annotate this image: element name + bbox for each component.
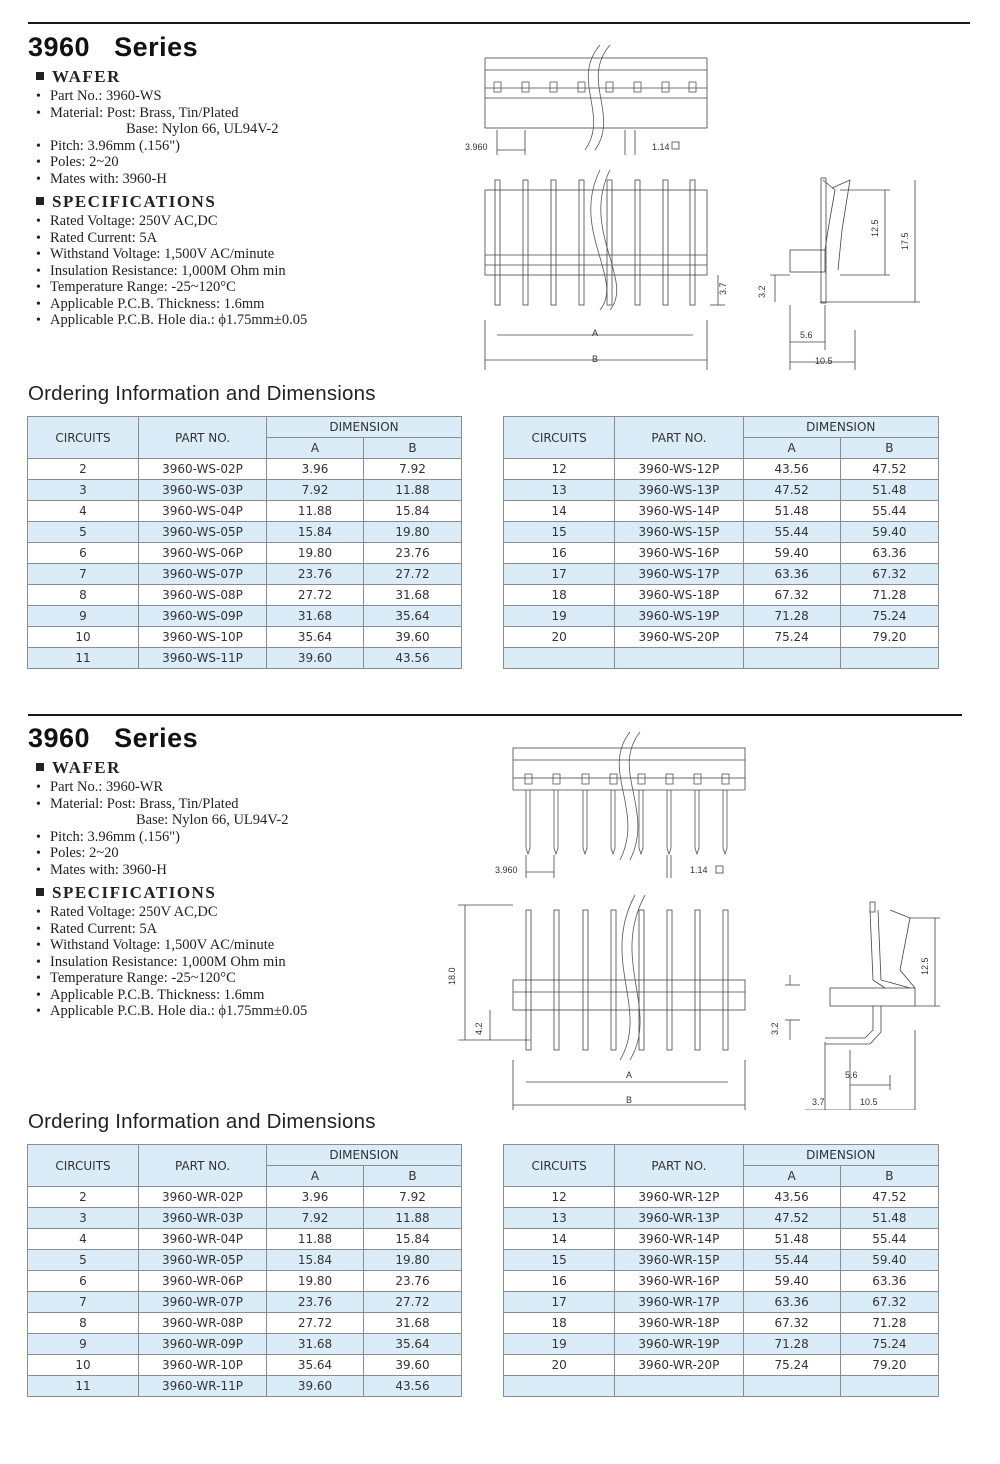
dim-a-label: A	[592, 328, 599, 338]
dim-a-cell: 23.76	[267, 564, 364, 585]
dim-10-5-label: 10.5	[860, 1097, 878, 1107]
dim-b-cell: 15.84	[364, 1229, 462, 1250]
table-row	[28, 501, 462, 522]
part-no-cell: 3960-WR-11P	[139, 1376, 267, 1397]
circuits-cell: 13	[504, 1208, 615, 1229]
pcb-thickness: • Applicable P.C.B. Thickness: 1.6mm	[36, 986, 265, 1003]
table-row	[28, 522, 462, 543]
dim-a-cell: 3.96	[267, 459, 364, 480]
part-no-cell: 3960-WS-10P	[139, 627, 267, 648]
table-row	[504, 1229, 939, 1250]
circuits-cell: 10	[28, 627, 139, 648]
pitch-label: 3.960	[465, 142, 488, 152]
ordering-title: Ordering Information and Dimensions	[28, 1110, 376, 1133]
circuits-cell	[504, 648, 615, 669]
dim-a-cell: 39.60	[267, 1376, 364, 1397]
table-row	[504, 564, 939, 585]
part-number: • Part No.: 3960-WS	[36, 88, 162, 104]
specifications-heading: SPECIFICATIONS	[36, 882, 307, 904]
circuits-cell: 12	[504, 1187, 615, 1208]
part-no-cell: 3960-WR-05P	[139, 1250, 267, 1271]
pcb-hole-dia: • Applicable P.C.B. Hole dia.: ϕ1.75mm±0.05	[36, 1003, 308, 1019]
part-no-cell: 3960-WS-08P	[139, 585, 267, 606]
dimension-header: DIMENSION	[743, 417, 938, 438]
dim-b-cell: 47.52	[840, 1187, 938, 1208]
dim-b-cell: 67.32	[840, 564, 938, 585]
table-row	[28, 627, 462, 648]
table-row	[28, 1208, 462, 1229]
dim-5-6-label: 5.6	[845, 1070, 858, 1080]
part-no-cell: 3960-WS-14P	[615, 501, 743, 522]
dim-b-cell: 63.36	[840, 1271, 938, 1292]
dim-a-cell: 47.52	[743, 1208, 840, 1229]
dim-b-cell: 67.32	[840, 1292, 938, 1313]
dim-b-cell: 79.20	[840, 627, 938, 648]
spec-block	[36, 755, 307, 1020]
dim-b-cell	[840, 1376, 938, 1397]
circuits-cell: 16	[504, 1271, 615, 1292]
rated-current: • Rated Current: 5A	[36, 920, 158, 937]
dim-a-cell: 63.36	[743, 1292, 840, 1313]
part-no-cell: 3960-WR-17P	[615, 1292, 743, 1313]
spec-block	[36, 64, 307, 329]
table-row	[504, 1250, 939, 1271]
circuits-cell: 18	[504, 1313, 615, 1334]
dim-b-cell: 19.80	[364, 1250, 462, 1271]
withstand-voltage: • Withstand Voltage: 1,500V AC/minute	[36, 937, 275, 953]
circuits-cell: 15	[504, 1250, 615, 1271]
table-row	[504, 543, 939, 564]
circuits-cell: 9	[28, 1334, 139, 1355]
technical-drawing	[460, 40, 960, 370]
dim-b-cell: 47.52	[840, 459, 938, 480]
dim-3-7-label: 3.7	[812, 1097, 825, 1107]
part-no-cell: 3960-WR-10P	[139, 1355, 267, 1376]
dim-b-cell: 75.24	[840, 1334, 938, 1355]
part-no-cell: 3960-WR-20P	[615, 1355, 743, 1376]
circuits-cell: 14	[504, 501, 615, 522]
dim-a-cell: 7.92	[267, 480, 364, 501]
dimension-header: DIMENSION	[267, 1145, 462, 1166]
dim-12-5-label: 12.5	[920, 957, 930, 975]
part-no-cell: 3960-WS-09P	[139, 606, 267, 627]
dim-a-cell	[743, 648, 840, 669]
table-row	[28, 1229, 462, 1250]
dim-b-cell: 31.68	[364, 1313, 462, 1334]
circuits-header: CIRCUITS	[28, 1145, 139, 1187]
circuits-cell: 16	[504, 543, 615, 564]
dim-b-cell: 59.40	[840, 1250, 938, 1271]
dim-a-cell: 75.24	[743, 1355, 840, 1376]
dimension-header: DIMENSION	[743, 1145, 938, 1166]
dim-b-header: B	[840, 1166, 938, 1187]
material: • Material: Post: Brass, Tin/Plated	[36, 104, 239, 121]
table-row	[504, 501, 939, 522]
table-row	[504, 1355, 939, 1376]
dim-a-cell: 23.76	[267, 1292, 364, 1313]
dim-a-cell: 75.24	[743, 627, 840, 648]
top-rule	[28, 22, 970, 24]
part-no-cell: 3960-WR-06P	[139, 1271, 267, 1292]
part-no-cell: 3960-WS-06P	[139, 543, 267, 564]
pitch-label: 3.960	[495, 865, 518, 875]
dim-a-cell: 7.92	[267, 1208, 364, 1229]
table-row	[28, 1292, 462, 1313]
circuits-cell: 12	[504, 459, 615, 480]
table-row	[504, 585, 939, 606]
dim-3-2-label: 3.2	[757, 285, 767, 298]
dim-a-cell: 31.68	[267, 1334, 364, 1355]
circuits-cell: 3	[28, 1208, 139, 1229]
circuits-cell: 8	[28, 1313, 139, 1334]
dim-b-cell: 71.28	[840, 585, 938, 606]
ordering-table-right	[503, 416, 939, 669]
insulation-resistance: • Insulation Resistance: 1,000M Ohm min	[36, 262, 286, 279]
table-row	[28, 585, 462, 606]
dim-a-cell: 27.72	[267, 585, 364, 606]
table-row	[28, 1250, 462, 1271]
circuits-cell: 5	[28, 1250, 139, 1271]
circuits-cell: 17	[504, 1292, 615, 1313]
circuits-cell: 2	[28, 459, 139, 480]
dim-b-cell: 55.44	[840, 1229, 938, 1250]
dim-b-cell: 59.40	[840, 522, 938, 543]
circuits-cell: 8	[28, 585, 139, 606]
dim-a-cell: 43.56	[743, 1187, 840, 1208]
pcb-hole-dia: • Applicable P.C.B. Hole dia.: ϕ1.75mm±0.05	[36, 312, 308, 328]
dim-a-header: A	[267, 438, 364, 459]
table-row	[504, 1292, 939, 1313]
material: • Material: Post: Brass, Tin/Plated	[36, 795, 239, 812]
part-no-header: PART NO.	[615, 1145, 743, 1187]
dim-b-cell: 11.88	[364, 480, 462, 501]
rated-voltage: • Rated Voltage: 250V AC,DC	[36, 213, 218, 229]
circuits-header: CIRCUITS	[504, 1145, 615, 1187]
dim-a-cell: 31.68	[267, 606, 364, 627]
table-row	[504, 459, 939, 480]
ordering-table-left	[27, 416, 462, 669]
dim-a-cell: 11.88	[267, 501, 364, 522]
circuits-cell: 18	[504, 585, 615, 606]
table-row	[28, 543, 462, 564]
dim-b-cell: 7.92	[364, 459, 462, 480]
insulation-resistance: • Insulation Resistance: 1,000M Ohm min	[36, 953, 286, 970]
series-title: 3960 Series	[28, 32, 199, 62]
part-no-cell: 3960-WS-02P	[139, 459, 267, 480]
rated-current: • Rated Current: 5A	[36, 229, 158, 246]
base-material: Base: Nylon 66, UL94V-2	[126, 121, 279, 137]
circuits-cell: 3	[28, 480, 139, 501]
part-no-cell: 3960-WR-14P	[615, 1229, 743, 1250]
circuits-cell: 13	[504, 480, 615, 501]
circuits-cell: 6	[28, 1271, 139, 1292]
part-no-cell: 3960-WR-18P	[615, 1313, 743, 1334]
pcb-thickness: • Applicable P.C.B. Thickness: 1.6mm	[36, 295, 265, 312]
table-row	[28, 1313, 462, 1334]
mates-with: • Mates with: 3960-H	[36, 170, 167, 187]
table-row	[28, 1376, 462, 1397]
dim-a-cell: 27.72	[267, 1313, 364, 1334]
ordering-table-left	[27, 1144, 462, 1397]
dim-a-cell: 47.52	[743, 480, 840, 501]
dim-a-cell: 63.36	[743, 564, 840, 585]
circuits-cell: 7	[28, 1292, 139, 1313]
table-row	[504, 648, 939, 669]
series-title: 3960 Series	[28, 723, 199, 753]
part-no-cell: 3960-WS-19P	[615, 606, 743, 627]
table-row	[504, 1334, 939, 1355]
part-no-cell: 3960-WR-15P	[615, 1250, 743, 1271]
dim-18-0-label: 18.0	[447, 967, 457, 985]
part-no-cell: 3960-WS-17P	[615, 564, 743, 585]
pitch: • Pitch: 3.96mm (.156")	[36, 828, 180, 845]
part-no-cell	[615, 1376, 743, 1397]
circuits-cell: 17	[504, 564, 615, 585]
dim-b-cell: 19.80	[364, 522, 462, 543]
circuits-cell: 9	[28, 606, 139, 627]
part-no-cell: 3960-WR-08P	[139, 1313, 267, 1334]
part-no-cell: 3960-WS-20P	[615, 627, 743, 648]
part-no-cell: 3960-WS-07P	[139, 564, 267, 585]
dim-b-cell: 35.64	[364, 1334, 462, 1355]
dim-b-cell: 51.48	[840, 1208, 938, 1229]
circuits-cell: 6	[28, 543, 139, 564]
ordering-title: Ordering Information and Dimensions	[28, 382, 376, 405]
circuits-cell	[504, 1376, 615, 1397]
dim-10-5-label: 10.5	[815, 356, 833, 366]
specifications-heading: SPECIFICATIONS	[36, 191, 307, 213]
circuits-cell: 19	[504, 1334, 615, 1355]
circuits-cell: 20	[504, 627, 615, 648]
dim-b-cell: 27.72	[364, 1292, 462, 1313]
dim-b-cell: 7.92	[364, 1187, 462, 1208]
part-no-cell: 3960-WR-04P	[139, 1229, 267, 1250]
dim-12-5-label: 12.5	[870, 219, 880, 237]
dim-b-cell: 63.36	[840, 543, 938, 564]
part-no-cell: 3960-WS-12P	[615, 459, 743, 480]
dim-a-cell: 55.44	[743, 1250, 840, 1271]
dim-a-label: A	[626, 1070, 633, 1080]
withstand-voltage: • Withstand Voltage: 1,500V AC/minute	[36, 246, 275, 262]
poles: • Poles: 2~20	[36, 845, 119, 861]
dim-a-cell: 35.64	[267, 1355, 364, 1376]
dim-b-cell	[840, 648, 938, 669]
part-number: • Part No.: 3960-WR	[36, 779, 164, 795]
dim-b-cell: 15.84	[364, 501, 462, 522]
poles: • Poles: 2~20	[36, 154, 119, 170]
circuits-header: CIRCUITS	[28, 417, 139, 459]
dim-a-cell: 67.32	[743, 1313, 840, 1334]
dim-a-cell	[743, 1376, 840, 1397]
dim-a-cell: 71.28	[743, 1334, 840, 1355]
dim-5-6-label: 5.6	[800, 330, 813, 340]
table-row	[504, 627, 939, 648]
circuits-header: CIRCUITS	[504, 417, 615, 459]
dim-a-cell: 15.84	[267, 1250, 364, 1271]
circuits-cell: 7	[28, 564, 139, 585]
dim-b-cell: 23.76	[364, 1271, 462, 1292]
part-no-header: PART NO.	[139, 417, 267, 459]
mates-with: • Mates with: 3960-H	[36, 861, 167, 878]
dim-b-cell: 11.88	[364, 1208, 462, 1229]
pin-width-label: 1.14	[690, 865, 708, 875]
part-no-header: PART NO.	[139, 1145, 267, 1187]
dim-a-cell: 35.64	[267, 627, 364, 648]
table-row	[28, 564, 462, 585]
dim-3-7-label: 3.7	[718, 282, 728, 295]
wafer-heading: WAFER	[36, 757, 307, 779]
dim-b-cell: 23.76	[364, 543, 462, 564]
table-row	[504, 522, 939, 543]
table-row	[504, 1376, 939, 1397]
table-row	[504, 1187, 939, 1208]
table-row	[28, 480, 462, 501]
dim-a-cell: 19.80	[267, 543, 364, 564]
part-no-cell: 3960-WR-02P	[139, 1187, 267, 1208]
dim-a-cell: 39.60	[267, 648, 364, 669]
ordering-table-right	[503, 1144, 939, 1397]
part-no-cell: 3960-WS-03P	[139, 480, 267, 501]
dim-a-cell: 59.40	[743, 543, 840, 564]
table-row	[504, 1271, 939, 1292]
circuits-cell: 11	[28, 648, 139, 669]
part-no-cell	[615, 648, 743, 669]
dim-b-cell: 27.72	[364, 564, 462, 585]
dim-a-header: A	[743, 1166, 840, 1187]
dim-b-cell: 35.64	[364, 606, 462, 627]
dim-b-cell: 31.68	[364, 585, 462, 606]
part-no-header: PART NO.	[615, 417, 743, 459]
dim-b-cell: 39.60	[364, 627, 462, 648]
dim-a-cell: 51.48	[743, 501, 840, 522]
table-row	[28, 1334, 462, 1355]
temperature-range: • Temperature Range: -25~120°C	[36, 970, 236, 986]
dim-b-header: B	[840, 438, 938, 459]
part-no-cell: 3960-WR-03P	[139, 1208, 267, 1229]
table-row	[504, 1208, 939, 1229]
rated-voltage: • Rated Voltage: 250V AC,DC	[36, 904, 218, 920]
dim-a-cell: 67.32	[743, 585, 840, 606]
pitch: • Pitch: 3.96mm (.156")	[36, 137, 180, 154]
circuits-cell: 4	[28, 501, 139, 522]
dim-b-cell: 39.60	[364, 1355, 462, 1376]
part-no-cell: 3960-WR-12P	[615, 1187, 743, 1208]
dim-a-cell: 19.80	[267, 1271, 364, 1292]
dim-3-2-label: 3.2	[770, 1022, 780, 1035]
dim-b-cell: 75.24	[840, 606, 938, 627]
table-row	[504, 1313, 939, 1334]
dim-b-cell: 43.56	[364, 1376, 462, 1397]
circuits-cell: 4	[28, 1229, 139, 1250]
dim-b-header: B	[364, 438, 462, 459]
dim-a-header: A	[267, 1166, 364, 1187]
dim-4-2-label: 4.2	[474, 1022, 484, 1035]
pin-width-label: 1.14	[652, 142, 670, 152]
dim-a-cell: 51.48	[743, 1229, 840, 1250]
circuits-cell: 19	[504, 606, 615, 627]
part-no-cell: 3960-WS-05P	[139, 522, 267, 543]
dim-b-cell: 55.44	[840, 501, 938, 522]
part-no-cell: 3960-WR-13P	[615, 1208, 743, 1229]
part-no-cell: 3960-WR-19P	[615, 1334, 743, 1355]
base-material: Base: Nylon 66, UL94V-2	[136, 812, 289, 828]
dim-a-header: A	[743, 438, 840, 459]
table-row	[504, 480, 939, 501]
dim-b-cell: 71.28	[840, 1313, 938, 1334]
wafer-heading: WAFER	[36, 66, 307, 88]
temperature-range: • Temperature Range: -25~120°C	[36, 279, 236, 295]
dim-17-5-label: 17.5	[900, 232, 910, 250]
table-row	[28, 459, 462, 480]
dim-b-cell: 79.20	[840, 1355, 938, 1376]
part-no-cell: 3960-WR-09P	[139, 1334, 267, 1355]
part-no-cell: 3960-WS-13P	[615, 480, 743, 501]
circuits-cell: 11	[28, 1376, 139, 1397]
section-divider	[28, 714, 962, 716]
dim-a-cell: 71.28	[743, 606, 840, 627]
dim-a-cell: 59.40	[743, 1271, 840, 1292]
circuits-cell: 2	[28, 1187, 139, 1208]
circuits-cell: 5	[28, 522, 139, 543]
dim-b-cell: 43.56	[364, 648, 462, 669]
table-row	[28, 648, 462, 669]
technical-drawing	[440, 730, 960, 1110]
part-no-cell: 3960-WS-04P	[139, 501, 267, 522]
dim-a-cell: 43.56	[743, 459, 840, 480]
table-row	[28, 1355, 462, 1376]
dim-b-cell: 51.48	[840, 480, 938, 501]
part-no-cell: 3960-WS-18P	[615, 585, 743, 606]
circuits-cell: 10	[28, 1355, 139, 1376]
table-row	[28, 606, 462, 627]
dim-b-header: B	[364, 1166, 462, 1187]
table-row	[504, 606, 939, 627]
circuits-cell: 20	[504, 1355, 615, 1376]
part-no-cell: 3960-WS-16P	[615, 543, 743, 564]
table-row	[28, 1187, 462, 1208]
dim-a-cell: 11.88	[267, 1229, 364, 1250]
dimension-header: DIMENSION	[267, 417, 462, 438]
circuits-cell: 14	[504, 1229, 615, 1250]
dim-b-label: B	[592, 354, 599, 364]
dim-a-cell: 3.96	[267, 1187, 364, 1208]
dim-a-cell: 15.84	[267, 522, 364, 543]
part-no-cell: 3960-WR-07P	[139, 1292, 267, 1313]
circuits-cell: 15	[504, 522, 615, 543]
part-no-cell: 3960-WS-11P	[139, 648, 267, 669]
dim-a-cell: 55.44	[743, 522, 840, 543]
part-no-cell: 3960-WR-16P	[615, 1271, 743, 1292]
part-no-cell: 3960-WS-15P	[615, 522, 743, 543]
dim-b-label: B	[626, 1095, 633, 1105]
table-row	[28, 1271, 462, 1292]
